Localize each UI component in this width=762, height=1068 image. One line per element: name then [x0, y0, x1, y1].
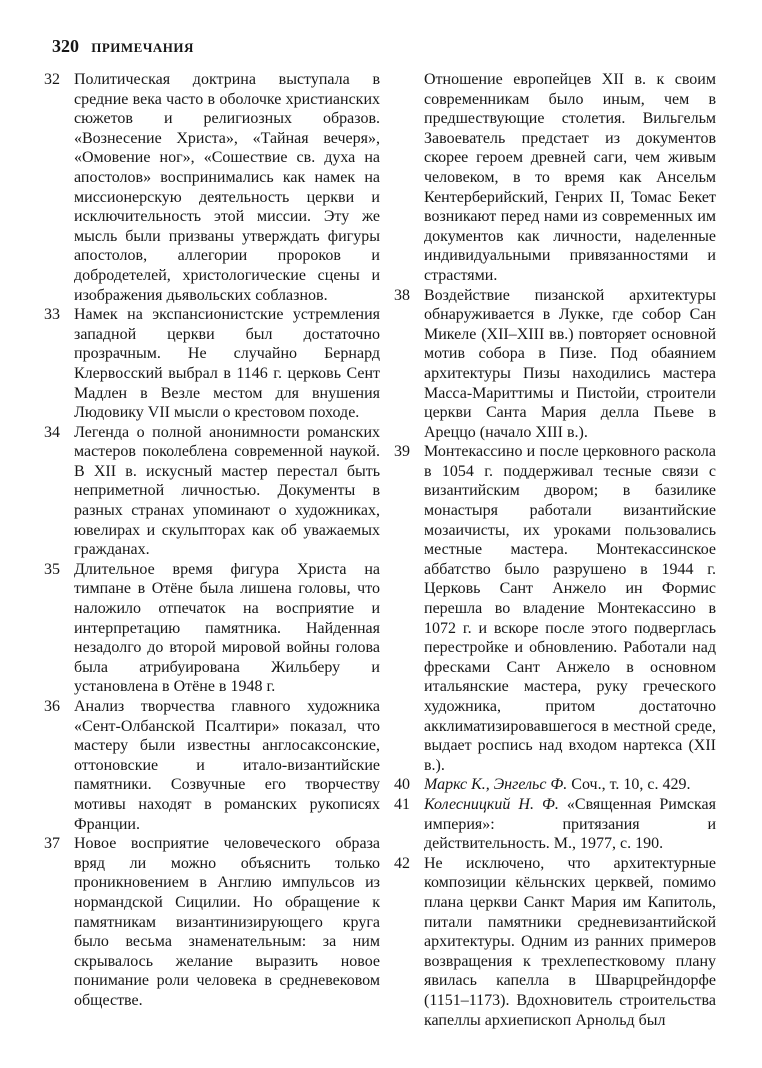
left-column — [44, 70, 380, 1011]
page-number: 320 — [52, 36, 79, 56]
note-number: 41 — [394, 795, 410, 813]
note-text: Длительное время фигура Христа на тимпане в Отёне была лишена головы, что наложило отпечаток на восприятие и интерпретацию памятника. Найденная незадолго до второй мировой войны голова была атрибуирована Жильберу и установлена в Отёне в 1948 г. — [74, 560, 380, 696]
note-number: 37 — [44, 835, 60, 853]
note-number: 34 — [44, 423, 60, 441]
note-number: 38 — [394, 286, 410, 304]
note-number: 42 — [394, 854, 410, 872]
page-header — [52, 36, 194, 57]
note-40 — [394, 775, 716, 795]
note-text: Легенда о полной анонимности романских мастеров поколеблена современной наукой. В XII в. искусный мастер перестал быть неприметной личностью. Документы в разных странах упоминают о художниках, ювелирах и скульпторах как об уважаемых гражданах. — [74, 423, 380, 559]
note-author: Колесницкий Н. Ф. — [424, 795, 559, 813]
note-author: Маркс К., Энгельс Ф. — [424, 776, 568, 794]
note-41 — [394, 795, 716, 854]
note-text: Не исключено, что архитектурные композиции кёльнских церквей, помимо плана церкви Санкт Мария им Капитоль, питали памятники средневизантийской архитектуры. Одним из ранних примеров возвращения к трехлепестковому плану явилась капелла в Шварцрейндорфе (1151–1173). Вдохновитель строительства капеллы архиепископ Арнольд был — [424, 854, 716, 1029]
note-number: 33 — [44, 306, 60, 324]
note-39 — [394, 442, 716, 775]
note-citation: «Священная Римская империя»: притязания и действительность. М., 1977, с. 190. — [424, 795, 717, 853]
note-text — [424, 775, 716, 795]
note-36 — [44, 697, 380, 834]
note-text: Намек на экспансионистские устремления западной церкви был достаточно прозрачным. Не случайно Бернард Клервосский выбрал в 1146 г. церковь Сент Мадлен в Везле местом для внушения Людовику VII мысли о крестовом походе. — [74, 306, 380, 422]
note-42 — [394, 854, 716, 1030]
note-citation: Соч., т. 10, с. 429. — [567, 776, 691, 794]
note-number: 35 — [44, 560, 60, 578]
note-text: Политическая доктрина выступала в средние века часто в оболочке христианских сюжетов и религиозных образов. «Вознесение Христа», «Тайная вечеря», «Омовение ног», «Сошествие св. духа на апостолов» воспринимались как намек на миссионерскую деятельность церкви и исключительность этой миссии. Эту же мысль были призваны утверждать фигуры апостолов, аллегории пророков и добродетелей, христологические сцены и изображения дьявольских соблазнов. — [74, 71, 380, 304]
note-text: Новое восприятие человеческого образа вряд ли можно объяснить только проникновением в Англию импульсов из нормандской Сицилии. Но обращение к памятникам византинизирующего круга было весьма знаменательным: за ним скрывалось желание выразить новое понимание роли человека в средневековом обществе. — [74, 835, 380, 1009]
note-35 — [44, 560, 380, 697]
note-33 — [44, 305, 380, 423]
note-text: Анализ творчества главного художника «Сент-Олбанской Псалтири» показал, что мастеру были известны англосаксонские, оттоновские и итало-византийские памятники. Созвучные его творчеству мотивы находят в романских рукописях Франции. — [74, 698, 380, 833]
note-number: 32 — [44, 71, 60, 88]
note-32 — [44, 70, 380, 305]
note-number: 39 — [394, 443, 410, 461]
note-text: Монтекассино и после церковного раскола в 1054 г. поддерживал тесные связи с византийским двором; в базилике монастыря работали византийские мозаичисты, их уроками пользовались местные мастера. Монтекассинское аббатство было разрушено в 1944 г. Церковь Сант Анжело ин Формис перешла во владение Монтекассино в 1072 г. и вскоре после этого подверглась перестройке и обновлению. Работали над фресками Сант Анжело в основном итальянские мастера, руку греческого художника, притом достаточно акклиматизировавшегося в местной среде, выдает роспись над входом нартекса (XII в.). — [424, 443, 716, 774]
right-column — [394, 70, 716, 1030]
note-text: Воздействие пизанской архитектуры обнаруживается в Лукке, где собор Сан Микеле (XII–XIII вв.) повторяет основной мотив собора в Пизе. Под обаянием архитектуры Пизы находились мастера Масса-Мариттимы и Пистойи, строители церкви Санта Мария делла Пьеве в Ареццо (начало XIII в.). — [424, 286, 716, 441]
running-title: ПРИМЕЧАНИЯ — [91, 40, 194, 55]
note-37-continuation: Отношение европейцев XII в. к своим современникам было иным, чем в предшествующие столетия. Вильгельм Завоеватель предстает из документов скорее героем древней саги, чем живым человеком, в то время как Ансельм Кентерберийский, Генрих II, Томас Бекет возникают перед нами из современных им документов как личности, наделенные индивидуальными привязанностями и страстями. — [424, 71, 716, 284]
note-number: 40 — [394, 776, 410, 794]
note-text — [424, 795, 716, 854]
note-37 — [44, 834, 380, 1010]
note-38 — [394, 286, 716, 443]
note-number: 36 — [44, 698, 60, 715]
note-34 — [44, 423, 380, 560]
